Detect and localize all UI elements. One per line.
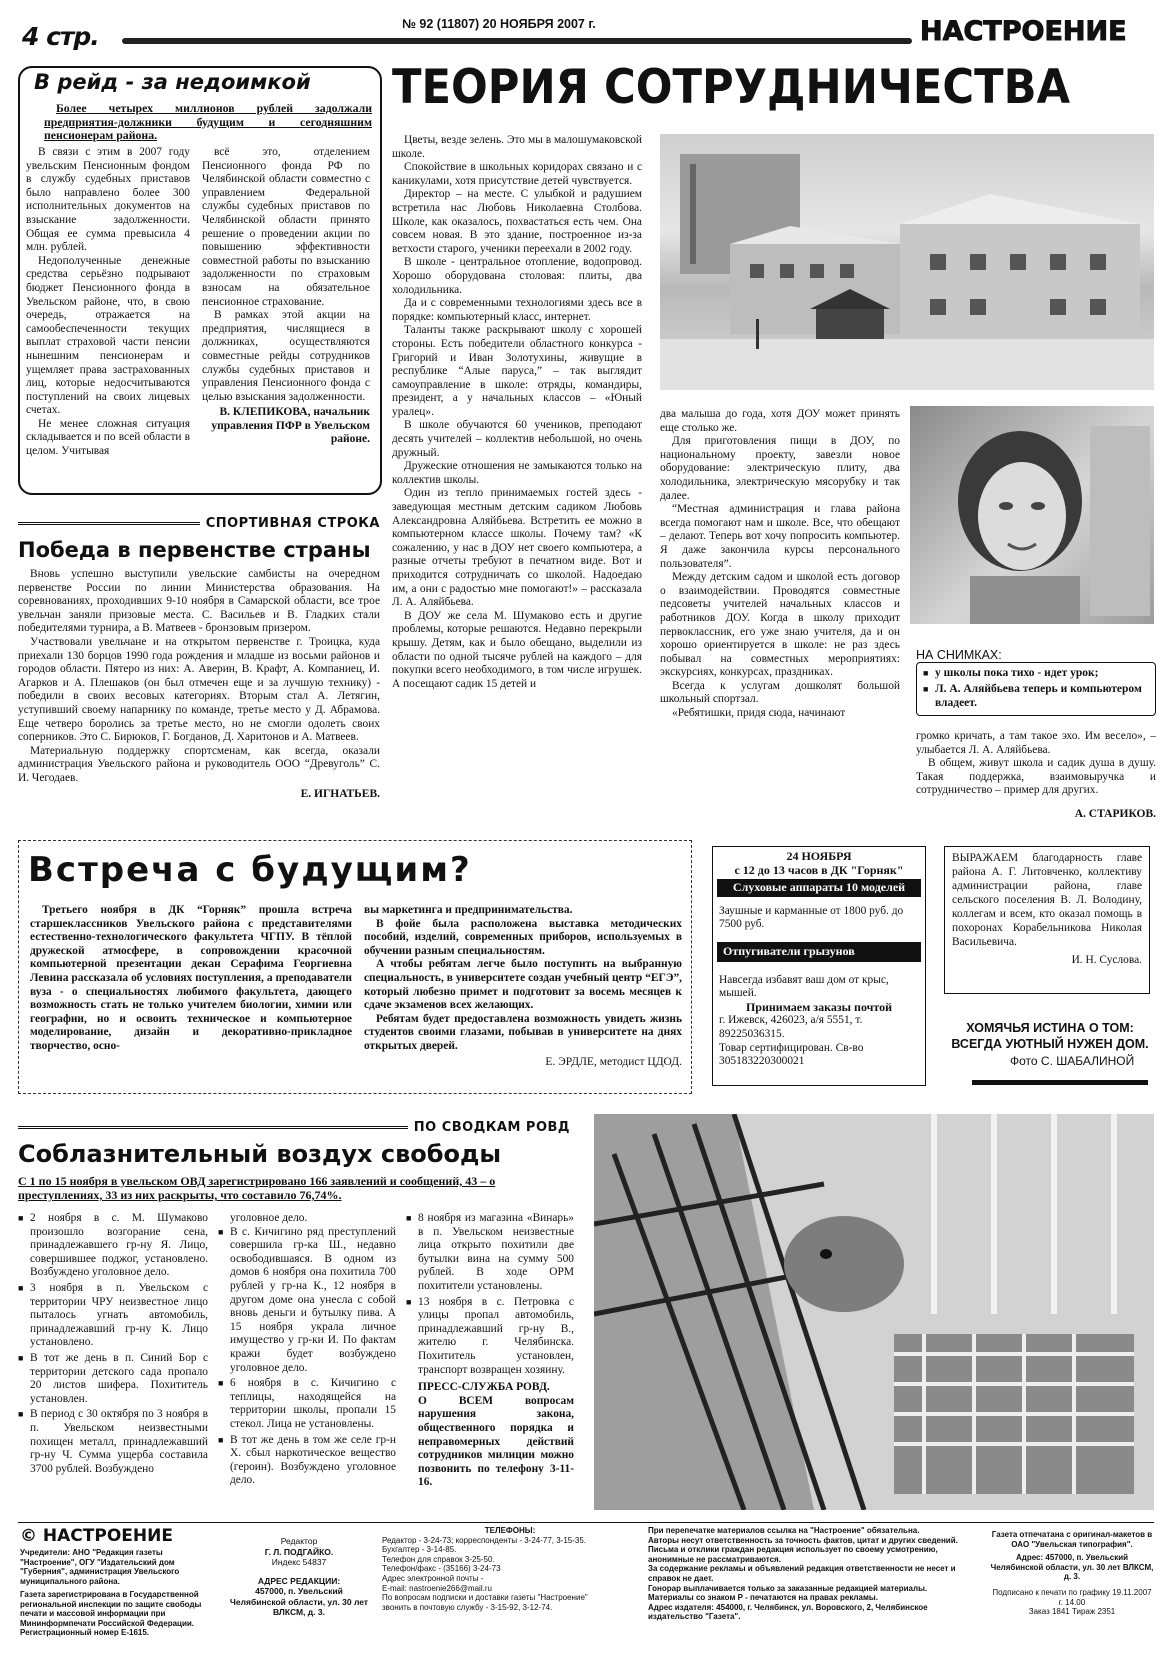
- teoria-paragraph: громко кричать, а там такое эхо. Им весело», – улыбается Л. А. Аляйбьева.: [916, 730, 1156, 756]
- footer-phone-line: Телефон для справок 3-25-50.: [382, 1554, 495, 1564]
- footer-order: Заказ 1841 Тираж 2351: [1028, 1607, 1116, 1617]
- teoria-paragraph: Для приготовления пищи в ДОУ, по национальному проекту, завезли новое оборудование: электрическую плиту, два холодильника, электрическую мясорубку и так далее.: [660, 435, 900, 502]
- footer-address-label: АДРЕС РЕДАКЦИИ:: [257, 1575, 341, 1586]
- meeting-column-1: [30, 904, 352, 1054]
- sport-rubric: [18, 516, 380, 531]
- ad-certificate: Товар сертифицирован. Св-во 305183220300021: [719, 1041, 864, 1068]
- raid-column-1: [26, 146, 190, 459]
- raid-title: В рейд - за недоимкой: [34, 70, 311, 94]
- hamster-cage-illustration: [594, 1114, 1154, 1510]
- raid-paragraph: В связи с этим в 2007 году увельским Пенсионным фондом в службу судебных приставов было направлено более 300 исполнительных документов на взыскание задолженности. Общая ее сумма превысила 4 млн. рублей.: [26, 146, 190, 254]
- teoria-paragraph: Один из тепло принимаемых гостей здесь - заведующая местным детским садиком Любовь Александровна Аляйбьева. Встретить ее можно в компьютерном классе школы. Почему там? «К сожалению, у нас в ДОУ нет своего компьютера, а разные отчеты требуют в печатном виде. Вот и приходится сотрудничать со школой. Надоедаю им, а они с радостью мне помогают!» – рассказала Л. А. Аляйбьева.: [392, 487, 642, 609]
- school-building-illustration: [660, 134, 1154, 390]
- caption-item: ■ у школы пока тихо - идет урок;: [923, 666, 1149, 680]
- police-rubric: [18, 1120, 570, 1135]
- footer-phones-label: ТЕЛЕФОНЫ:: [484, 1526, 536, 1535]
- footer-editor-label: Редактор: [280, 1536, 318, 1546]
- police-report-item: ■ 8 ноября из магазина «Винарь» в п. Увельском неизвестные лица открыто похитили две бутылки вина на сумму 500 рублей. В ходе ОРМ похитители установлены.: [406, 1212, 574, 1294]
- footer-editor-name: Г. Л. ПОДГАЙКО.: [264, 1546, 334, 1557]
- hamster-photo: [594, 1114, 1154, 1510]
- teoria-title: ТЕОРИЯ СОТРУДНИЧЕСТВА: [392, 60, 1071, 115]
- footer-editor-block: [226, 1536, 372, 1618]
- teoria-signature: А. СТАРИКОВ.: [1074, 807, 1156, 820]
- meeting-column-2: [364, 904, 682, 1069]
- police-column-1: [18, 1212, 208, 1478]
- teoria-paragraph: Цветы, везде зелень. Это мы в малошумаковской школе.: [392, 134, 642, 160]
- footer-founders: Учредители: АНО "Редакция газеты "Настроение", ОГУ "Издательский дом "Губерния", администрация Увельского муниципального района.: [20, 1548, 180, 1586]
- teoria-paragraph: Директор – на месте. С улыбкой и радушием встретила нас Любовь Николаевна Столбова. Школе, как оказалось, похвастаться есть чем. Она совсем новая. В это здание, построенное из-за ветхости старого, ученики переехали в 2002 году.: [392, 188, 642, 255]
- footer-email: E-mail: nastroenie266@mail.ru: [382, 1583, 492, 1593]
- teoria-paragraph: Таланты также раскрывают школу с хорошей стороны. Есть победители областного конкурса - Григорий и Иван Золотухины, живущие в республике “Алые паруса,” – так выглядит самоуправление в школе: отряды, командиры, президент, а у начальных классов – «Юный уралец».: [392, 324, 642, 418]
- header-logo: НАСТРОЕНИЕ: [920, 16, 1127, 47]
- footer-registration: Газета зарегистрирована в Государственной региональной инспекции по защите свободы печати и массовой информации при Мининформпечати Российской Федерации. Регистрационный номер Е-1615.: [20, 1590, 202, 1638]
- teoria-column-3: [916, 730, 1156, 822]
- police-report-item: ■ 3 ноября в п. Увельском с территории ЧРУ неизвестное лицо пыталось угнать автомобиль, принадлежавший гр-ну К. Лицо установлено.: [18, 1282, 208, 1350]
- footer-signed: Подписано к печати по графику 19.11.2007 г. 14.00: [992, 1587, 1152, 1607]
- captions-title: НА СНИМКАХ:: [916, 648, 1002, 662]
- header-rule: [122, 38, 912, 44]
- teoria-paragraph: «Ребятишки, придя сюда, начинают: [672, 707, 846, 720]
- police-report-item: ■ В тот же день в том же селе гр-н Х. сбыл наркотическое вещество (героин). Возбуждено уголовное дело.: [218, 1434, 396, 1488]
- meeting-paragraph: Ребятам будет предоставлена возможность увидеть жизнь студентов своими глазами, побывав в университете на днях открытых дверей.: [364, 1012, 682, 1052]
- footer-print-info: Газета отпечатана с оригинал-макетов в ОАО "Увельская типография".: [991, 1530, 1153, 1549]
- police-rubric-label: ПО СВОДКАМ РОВД: [413, 1120, 570, 1135]
- police-report-item: ■ 6 ноября в с. Кичигино с теплицы, находящейся на территории школы, пропали 15 стекол. Лица не установлены.: [218, 1377, 396, 1431]
- teoria-paragraph: Спокойствие в школьных коридорах связано и с каникулами, хотя присутствие детей чувствуется.: [392, 161, 642, 187]
- thanks-signature: И. Н. Суслова.: [1071, 954, 1142, 966]
- sport-title: Победа в первенстве страны: [18, 538, 371, 562]
- meeting-signature: Е. ЭРДЛЕ, методист ЦДОД.: [545, 1055, 682, 1068]
- police-report-item: ■ В период с 30 октября по 3 ноября в п. Увельском неизвестными похищен металл, принадлежавший гр-ну Ч. Сумма ущерба составила 3700 рублей. Возбуждено: [18, 1408, 208, 1476]
- hamster-photo-credit: Фото С. ШАБАЛИНОЙ: [1010, 1054, 1135, 1068]
- meeting-paragraph: вы маркетинга и предпринимательства.: [364, 904, 573, 916]
- ad-mail-title: Принимаем заказы почтой: [745, 999, 893, 1014]
- teoria-column-2: [660, 408, 900, 721]
- police-lead: С 1 по 15 ноября в увельском ОВД зарегистрировано 166 заявлений и сообщений, 43 – о преступлениях, 33 из них раскрыты, что составило 76,74%.: [18, 1174, 496, 1202]
- thanks-box: [944, 846, 1150, 994]
- police-title: Соблазнительный воздух свободы: [18, 1140, 502, 1168]
- footer-note: Письма и отклики граждан редакция использует по своему усмотрению, анонимные не рассматриваются.: [648, 1545, 938, 1564]
- footer-print-address: Адрес: 457000, п. Увельский Челябинской области, ул. 30 лет ВЛКСМ, д. 3.: [990, 1553, 1154, 1582]
- footer-note: Авторы несут ответственность за точность фактов, цитат и других сведений.: [648, 1535, 958, 1545]
- footer-phone-line: Редактор - 3-24-73; корреспонденты - 3-24-77, 3-15-35.: [382, 1535, 587, 1545]
- teoria-paragraph: Между детским садом и школой есть договор о взаимодействии. Проводятся совместные педсоветы учителей начальных классов и работников ДОУ. Когда в школу приходит первоклассник, его уже знаю учителя, да и он хорошо ориентируется в школе: не раз здесь побывал на совместных мероприятиях: экскурсиях, конкурсах, праздниках.: [660, 571, 900, 679]
- footer-note: Адрес издателя: 454000, г. Челябинск, ул. Воровского, 2, Челябинское издательство "Газета".: [648, 1602, 928, 1622]
- police-hotline-appeal: О ВСЕМ вопросам нарушения закона, общественного порядка и неправомерных действий сотрудников милиции можно позвонить по телефону 3-11-16.: [418, 1394, 574, 1489]
- page-number: 4 стр.: [22, 22, 99, 51]
- teoria-paragraph: два малыша до года, хотя ДОУ может принять еще столько же.: [660, 408, 900, 434]
- issue-info: № 92 (11807) 20 НОЯБРЯ 2007 г.: [398, 17, 600, 31]
- raid-paragraph: Не менее сложная ситуация складывается и по всей области в целом. Учитывая: [26, 417, 190, 458]
- thanks-text: ВЫРАЖАЕМ благодарность главе района А. Г. Литовченко, коллективу администрации района, главе сельского поселения В. Л. Володину, коллегам и всем, кто оказал помощь в похоронах Корабельникова Николая Васильевича.: [952, 852, 1142, 948]
- school-photo: [660, 134, 1154, 390]
- meeting-paragraph: А чтобы ребятам легче было поступить на выбранную специальность, в университете создан учебный центр “ЕГЭ”, который любезно примет и подготовит за восемь месяцев к сдаче экзаменов всех желающих.: [364, 958, 682, 1012]
- footer-phone-line: звонить в почтовую службу - 3-15-92, 3-12-74.: [382, 1602, 553, 1612]
- ad-text-hearing-aids: Заушные и карманные от 1800 руб. до 7500 руб.: [719, 904, 904, 931]
- footer-print-block: [990, 1530, 1154, 1617]
- teoria-paragraph: “Местная администрация и глава района всегда помогают нам и школе. Все, что обещают – делают. Теперь вот хочу попросить компьютер. Я даже закончила курсы персонального пользователя”.: [660, 503, 900, 570]
- raid-signature: В. КЛЕПИКОВА, начальник управления ПФР в Увельском районе.: [211, 406, 370, 446]
- raid-paragraph: В рамках этой акции на предприятия, числящиеся в должниках, осуществляются совместные рейды сотрудников службы судебных приставов и управления Пенсионного фонда с целью взыскания задолженности.: [202, 309, 370, 403]
- footer-note: За содержание рекламы и объявлений редакция ответственности не несет и справок не дает.: [648, 1564, 956, 1583]
- rubric-line: [18, 522, 200, 525]
- sport-body: [18, 568, 380, 801]
- footer-note: При перепечатке материалов ссылка на "Настроение" обязательна.: [648, 1526, 920, 1535]
- footer-notes-block: [648, 1526, 980, 1622]
- ad-text-rodent-repellers: Навсегда избавят ваш дом от крыс, мышей.: [719, 973, 889, 1000]
- meeting-title: Встреча с будущим?: [28, 850, 472, 890]
- sport-rubric-label: СПОРТИВНАЯ СТРОКА: [205, 516, 380, 531]
- teoria-paragraph: В ДОУ же села М. Шумаково есть и другие проблемы, которые решаются. Недавно перекрыли крышу. Детям, как и было обещано, выделили из области по одной тысяче рублей на каждого – для покупки всего необходимого, в том числе игрушек. А посещают садик 15 детей и: [392, 609, 642, 690]
- teoria-paragraph: Всегда к услугам дошколят большой школьный спортзал.: [660, 679, 900, 706]
- footer-note: Гонорар выплачивается только за заказанные редакцией материалы.: [648, 1583, 928, 1593]
- footer-note: Материалы со знаком Р - печатаются на правах рекламы.: [648, 1593, 878, 1603]
- teoria-paragraph: В школе обучаются 60 учеников, преподают десять учителей – коллектив небольшой, но очень дружный.: [392, 419, 642, 459]
- caption-item: ■ Л. А. Аляйбьева теперь и компьютером владеет.: [923, 682, 1149, 710]
- raid-column-2: [202, 146, 370, 447]
- raid-lead: Более четырех миллионов рублей задолжали предприятия-должники будущим и сегодняшним пенсионерам района.: [44, 101, 372, 143]
- teoria-paragraph: В общем, живут школа и садик душа в душу. Такая поддержка, взаимовыручка и сотрудничество – пример для других.: [916, 757, 1156, 797]
- police-column-2: [218, 1212, 396, 1490]
- sport-signature: Е. ИГНАТЬЕВ.: [300, 787, 380, 800]
- police-report-item: ■ 2 ноября в с. М. Шумаково произошло возгорание сена, принадлежавшего гр-ну Я. Лицо, совершившее поджог, установлено. Возбуждено уголовное дело.: [18, 1212, 208, 1280]
- rubric-line: [18, 1126, 408, 1129]
- police-report-item: ■ 13 ноября в с. Петровка с улицы пропал автомобиль, принадлежавший гр-ну В., жителю г. Челябинска. Похититель установлен, транспорт возвращен хозяину.: [406, 1296, 574, 1378]
- footer-index: Индекс 54837: [271, 1557, 327, 1567]
- teoria-paragraph: В школе - центральное отопление, водопровод. Хорошо оборудована столовая: плиты, два холодильника.: [392, 256, 642, 296]
- footer-phone-line: Телефон/факс - (35166) 3-24-73: [382, 1564, 501, 1574]
- ad-date: 24 НОЯБРЯ: [786, 849, 852, 863]
- footer-top-rule: [18, 1522, 1154, 1523]
- photo-captions: [916, 648, 1156, 716]
- hearing-aid-ad: [712, 846, 926, 1086]
- teoria-paragraph: Дружеские отношения не замыкаются только на коллектив школы.: [392, 460, 642, 486]
- hamster-caption: ХОМЯЧЬЯ ИСТИНА О ТОМ: ВСЕГДА УЮТНЫЙ НУЖЕН ДОМ.: [951, 1021, 1149, 1051]
- police-press-service: ПРЕСС-СЛУЖБА РОВД.: [418, 1381, 550, 1394]
- meeting-paragraph: В фойе была расположена выставка методических пособий, изделий, современных приборов, используемых в обучении разным специальностям.: [364, 917, 682, 957]
- footer-address: 457000, п. Увельский Челябинской области, ул. 30 лет ВЛКСМ, д. 3.: [229, 1586, 369, 1617]
- footer-logo: © НАСТРОЕНИЕ: [20, 1526, 173, 1546]
- ad-mail-text: г. Ижевск, 426023, а/я 5551, т. 89225036315.: [719, 1014, 863, 1040]
- police-column-3: [406, 1212, 574, 1490]
- ad-bar-hearing-aids: Слуховые аппараты 10 моделей: [717, 879, 921, 897]
- footer-phone-line: Бухгалтер - 3-14-85.: [382, 1545, 457, 1555]
- sport-paragraph: Участвовали увельчане и на открытом первенстве г. Троицка, куда приехали 130 борцов 1990 года рождения и младше из восьми районов и городов области. Пятеро из них: А. Аверин, В. Крафт, А. Компаниец, И. Агарков и А. Плешаков (он был отмечен еще и за лучшую технику) - победили в своих весовых категориях. Вторым стал А. Летягин, уступивший своему напарнику по команде, третье место у Д. Абрамова. Еще четверо боролись за третье место, но не смогли одолеть своих соперников. Это С. Бирюков, Г. Богданов, Д. Харитонов и А. Матвеев.: [18, 635, 380, 744]
- raid-paragraph: всё это, отделением Пенсионного фонда РФ по Челябинской области совместно с управлением Федеральной службы судебных приставов по Челябинской области принято решение о проведении акции по повышению эффективности совместной работы по взысканию задолженности по страховым взносам на обязательное пенсионное страхование.: [202, 146, 370, 308]
- footer-phone-line: Адрес электронной почты -: [382, 1573, 484, 1583]
- teoria-paragraph: Да и с современными технологиями здесь все в порядке: компьютерный класс, интернет.: [392, 297, 642, 323]
- portrait-photo: [910, 406, 1154, 624]
- teoria-column-1: [392, 134, 642, 691]
- ad-time: с 12 до 13 часов в ДК "Горняк": [734, 862, 904, 877]
- meeting-paragraph: Третьего ноября в ДК “Горняк” прошла встреча старшеклассников Увельского района с представителями естественно-технологического факультета ЧГПУ. В тёплой дружеской атмосфере, в сопровождении красочной компьютерной презентации декан Серафима Георгиевна Левина рассказала об условиях поступления, а преподаватели вуза - о специальностях любимого факультета, дающего возможность стать не только учителем биологии, химии или географии, но и освоить техническое и компьютерное моделирование, дизайн и декоративно-прикладное творчество, осно-: [30, 904, 352, 1052]
- police-report-continuation: уголовное дело.: [230, 1212, 308, 1224]
- sport-paragraph: Материальную поддержку спортсменам, как всегда, оказали администрация Увельского района и руководитель ООО “Древуголь” С. И. Чегодаев.: [18, 744, 380, 784]
- police-report-item: ■ В тот же день в п. Синий Бор с территории детского сада пропало 20 листов шифера. Похититель установлен.: [18, 1352, 208, 1406]
- sport-paragraph: Вновь успешно выступили увельские самбисты на очередном первенстве России по линии Министерства образования. На соревнованиях, проходивших 9-10 ноября в Самарской области, все трое увельчан заняли призовые места. С. Васильев и В. Гладких стали победителями турнира, а В. Матвеев - бронзовым призером.: [18, 568, 380, 635]
- raid-paragraph: Недополученные денежные средства серьёзно подрывают бюджет Пенсионного фонда в Увельском районе, что, в свою очередь, отражается на самообеспеченности текущих выплат страховой части пенсии нынешним пенсионерам и ущемляет права застрахованных лиц, которые недосчитываются поступлений на своих лицевых счетах.: [26, 254, 190, 417]
- footer-phones-block: [382, 1526, 638, 1612]
- captions-box: [916, 662, 1156, 716]
- woman-portrait-illustration: [910, 406, 1154, 624]
- ad-bar-rodent-repellers: Отпугиватели грызунов: [717, 942, 921, 962]
- footer-phone-line: По вопросам подписки и доставки газеты "Настроение": [382, 1593, 588, 1603]
- caption-arrow-line: [972, 1080, 1148, 1085]
- police-report-item: ■ В с. Кичигино ряд преступлений совершила гр-ка Ш., недавно освободившаяся. В одном из домов 6 ноября она похитила 700 рублей у гр-на К., 12 ноября в другом доме она унесла с собой вновь деньги и бутылку пива. А 15 ноября украла личное имущество у гр-ки И. По фактам кражи будет возбуждено уголовное дело.: [218, 1226, 396, 1376]
